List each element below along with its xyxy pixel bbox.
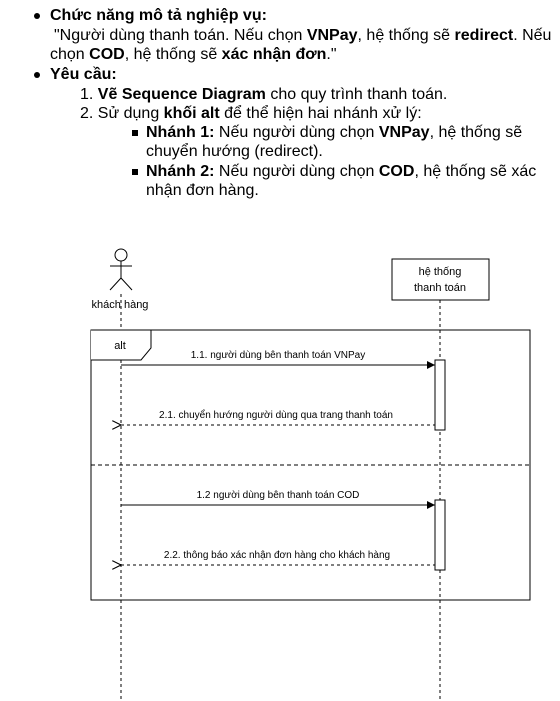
description-line-2: chọn COD, hệ thống sẽ xác nhận đơn." bbox=[50, 46, 337, 63]
requirement-item-2: 2. Sử dụng khối alt để thể hiện hai nhánh xử lý: bbox=[80, 105, 422, 122]
message-1-1-label: 1.1. người dùng bên thanh toán VNPay bbox=[190, 350, 366, 361]
description-line-1: "Người dùng thanh toán. Nếu chọn VNPay, hệ thống sẽ redirect. Nếu bbox=[54, 27, 552, 44]
actor-khach-hang bbox=[110, 249, 132, 290]
branch-2-line-1: Nhánh 2: Nếu người dùng chọn COD, hệ thống sẽ xác bbox=[146, 163, 537, 180]
activation-bar-2 bbox=[435, 500, 445, 570]
actor-head bbox=[115, 249, 127, 261]
branch-1-line-1: Nhánh 1: Nếu người dùng chọn VNPay, hệ thống sẽ bbox=[146, 124, 523, 141]
activation-bar-1 bbox=[435, 360, 445, 430]
message-1-2-label: 1.2 người dùng bên thanh toán COD bbox=[196, 490, 360, 501]
message-2-1-label: 2.1. chuyển hướng người dùng qua trang thanh toán bbox=[159, 410, 393, 421]
actor-leg-left bbox=[110, 278, 121, 290]
system-label-line-1: hệ thống bbox=[418, 266, 462, 278]
actor-leg-right bbox=[121, 278, 132, 290]
message-2-2-label: 2.2. thông báo xác nhận đơn hàng cho khách hàng bbox=[163, 550, 391, 561]
system-label-line-2: thanh toán bbox=[414, 282, 466, 294]
alt-label: alt bbox=[114, 340, 126, 352]
actor-label: khách hàng bbox=[91, 299, 149, 311]
requirement-item-1: 1. Vẽ Sequence Diagram cho quy trình thanh toán. bbox=[80, 86, 448, 103]
requirements-heading: Yêu cầu: bbox=[50, 66, 117, 83]
description-heading: Chức năng mô tả nghiệp vụ: bbox=[50, 7, 267, 24]
branch-2-line-2: nhận đơn hàng. bbox=[146, 182, 259, 199]
branch-1-line-2: chuyển hướng (redirect). bbox=[146, 143, 323, 160]
